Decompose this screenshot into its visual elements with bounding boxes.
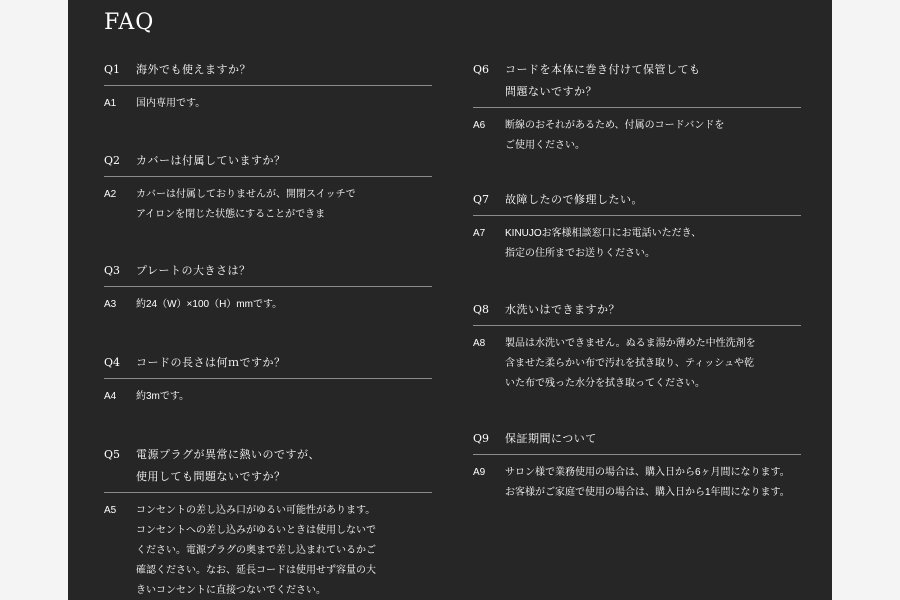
- faq-panel: [68, 0, 832, 600]
- answer-row: [104, 493, 432, 600]
- answer-text: サロン様で業務使用の場合は、購入日から6ヶ月間になります。 お客様がご家庭で使用の場合は、購入日から1年間になります。: [505, 467, 790, 498]
- faq-item-q9: [473, 428, 801, 503]
- answer-label: A9: [473, 467, 486, 478]
- question-row: [473, 428, 801, 455]
- faq-item-q7: [473, 189, 801, 264]
- answer-text: 製品は水洗いできません。ぬるま湯か薄めた中性洗剤を 含ませた柔らかい布で汚れを拭き取り、ティッシュや乾 いた布で残った水分を拭き取ってください。: [505, 338, 756, 389]
- answer-label: A2: [104, 189, 117, 200]
- question-row: [104, 59, 432, 86]
- answer-row: [104, 379, 432, 407]
- question-text: コードを本体に巻き付けて保管しても 問題ないですか？: [505, 63, 701, 98]
- answer-text: コンセントの差し込み口がゆるい可能性があります。 コンセントへの差し込みがゆるいときは使用しないで ください。電源プラグの奥まで差し込まれているかご 確認ください。なお、延長コードは使用せず容量の大 きいコンセントに直接つないでください。: [136, 505, 376, 596]
- answer-label: A6: [473, 120, 486, 131]
- faq-item-q6: [473, 59, 801, 156]
- answer-text: 約24（W）×100（H）mmです。: [136, 299, 283, 310]
- question-row: [104, 260, 432, 287]
- question-label: Q3: [104, 264, 121, 277]
- question-text: プレートの大きさは？: [136, 264, 251, 277]
- faq-item-q2: [104, 150, 432, 225]
- answer-text: 約3mです。: [136, 391, 190, 402]
- question-label: Q8: [473, 303, 490, 316]
- answer-row: [473, 326, 801, 394]
- question-label: Q1: [104, 63, 121, 76]
- question-row: [473, 59, 801, 108]
- faq-title: FAQ: [104, 10, 155, 35]
- question-text: 故障したので修理したい。: [505, 193, 643, 206]
- answer-label: A8: [473, 338, 486, 349]
- question-label: Q6: [473, 63, 490, 76]
- question-row: [473, 189, 801, 216]
- answer-row: [473, 216, 801, 264]
- faq-item-q3: [104, 260, 432, 315]
- question-text: 電源プラグが異常に熱いのですが、 使用しても問題ないですか？: [136, 448, 320, 483]
- question-label: Q7: [473, 193, 490, 206]
- question-label: Q9: [473, 432, 490, 445]
- question-label: Q5: [104, 448, 121, 461]
- answer-text: 国内専用です。: [136, 98, 206, 109]
- answer-label: A1: [104, 98, 117, 109]
- question-row: [104, 444, 432, 493]
- faq-item-q4: [104, 352, 432, 407]
- answer-row: [473, 108, 801, 156]
- answer-label: A3: [104, 299, 117, 310]
- question-label: Q4: [104, 356, 121, 369]
- answer-label: A4: [104, 391, 117, 402]
- answer-label: A7: [473, 228, 486, 239]
- question-row: [473, 299, 801, 326]
- answer-row: [104, 177, 432, 225]
- question-label: Q2: [104, 154, 121, 167]
- question-row: [104, 150, 432, 177]
- answer-text: カバーは付属しておりませんが、開閉スイッチで アイロンを閉じた状態にすることができま: [136, 189, 356, 220]
- answer-row: [104, 287, 432, 315]
- answer-text: KINUJOお客様相談窓口にお電話いただき、 指定の住所までお送りください。: [505, 228, 702, 259]
- question-text: 水洗いはできますか？: [505, 303, 620, 316]
- question-text: 海外でも使えますか？: [136, 63, 251, 76]
- answer-row: [473, 455, 801, 503]
- question-text: カバーは付属していますか？: [136, 154, 286, 167]
- faq-item-q8: [473, 299, 801, 394]
- question-row: [104, 352, 432, 379]
- answer-label: A5: [104, 505, 117, 516]
- answer-row: [104, 86, 432, 114]
- answer-text: 断線のおそれがあるため、付属のコードバンドを ご使用ください。: [505, 120, 725, 151]
- question-text: 保証期間について: [505, 432, 597, 445]
- faq-item-q5: [104, 444, 432, 600]
- faq-item-q1: [104, 59, 432, 114]
- question-text: コードの長さは何ｍですか？: [136, 356, 286, 369]
